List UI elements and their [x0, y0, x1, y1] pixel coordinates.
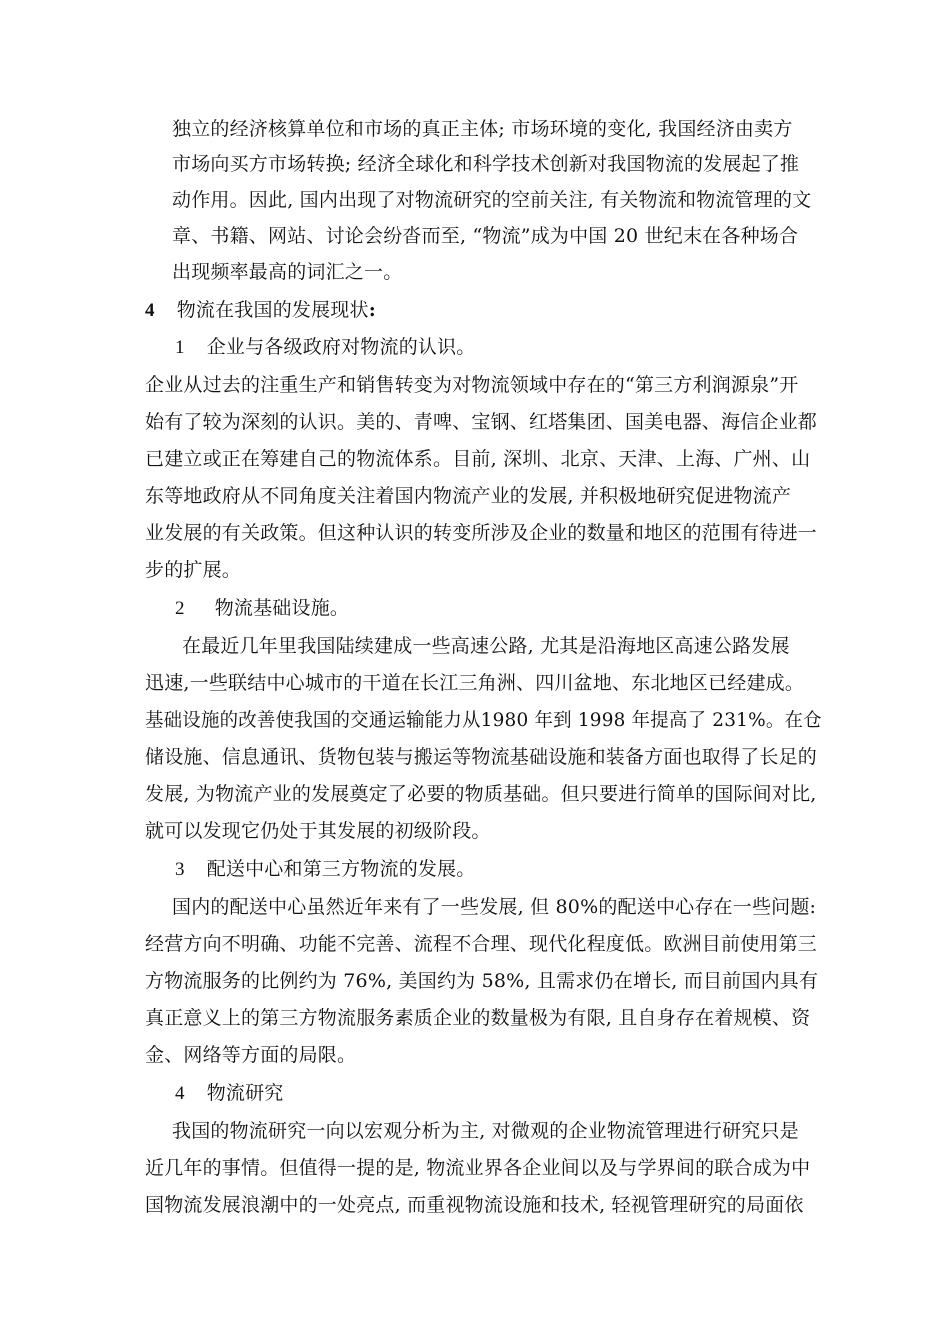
subsection-2-heading: [175, 596, 349, 620]
subsection-1-line-6: 步的扩展。: [145, 559, 242, 581]
subsection-3-number: 3: [175, 859, 185, 880]
subsection-2-line-3: 基础设施的改善使我国的交通运输能力从1980 年到 1998 年提高了 231%。在仓: [145, 709, 822, 731]
subsection-3-title: 配送中心和第三方物流的发展。: [206, 858, 476, 880]
subsection-3-line-1: 国内的配送中心虽然近年来有了一些发展, 但 80%的配送中心存在一些问题:: [172, 896, 817, 918]
subsection-1-line-4: 东等地政府从不同角度关注着国内物流产业的发展, 并积极地研究促进物流产: [145, 485, 792, 507]
intro-line-2: 市场向买方市场转换; 经济全球化和科学技术创新对我国物流的发展起了推: [172, 153, 800, 175]
subsection-4-number: 4: [175, 1083, 185, 1104]
subsection-3-line-2: 经营方向不明确、功能不完善、流程不合理、现代化程度低。欧洲目前使用第三: [145, 933, 818, 955]
section-4-colon: :: [368, 299, 376, 321]
subsection-4-line-3: 国物流发展浪潮中的一处亮点, 而重视物流设施和技术, 轻视管理研究的局面依: [145, 1194, 804, 1216]
subsection-4-line-1: 我国的物流研究一向以宏观分析为主, 对微观的企业物流管理进行研究只是: [172, 1120, 799, 1142]
intro-line-4: 章、书籍、网站、讨论会纷沓而至, “物流”成为中国 20 世纪末在各种场合: [172, 225, 799, 247]
subsection-1-number: 1: [175, 337, 185, 358]
subsection-4-title: 物流研究: [206, 1082, 284, 1104]
subsection-1-line-5: 业发展的有关政策。但这种认识的转变所涉及企业的数量和地区的范围有待进一: [145, 522, 818, 544]
section-4-number: 4: [145, 300, 155, 321]
subsection-2-number: 2: [175, 598, 185, 619]
intro-line-3: 动作用。因此, 国内出现了对物流研究的空前关注, 有关物流和物流管理的文: [172, 189, 812, 211]
intro-line-1: 独立的经济核算单位和市场的真正主体; 市场环境的变化, 我国经济由卖方: [172, 118, 793, 140]
intro-line-5: 出现频率最高的词汇之一。: [172, 261, 403, 283]
subsection-2-line-4: 储设施、信息通讯、货物包装与搬运等物流基础设施和装备方面也取得了长足的: [145, 746, 818, 768]
subsection-1-title: 企业与各级政府对物流的认识。: [206, 336, 476, 358]
subsection-2-line-1: 在最近几年里我国陆续建成一些高速公路, 尤其是沿海地区高速公路发展: [182, 635, 790, 657]
section-4-title: 物流在我国的发展现状: [176, 299, 369, 321]
section-4-heading: [145, 298, 376, 322]
subsection-2-line-6: 就可以发现它仍处于其发展的初级阶段。: [145, 820, 491, 842]
subsection-3-line-4: 真正意义上的第三方物流服务素质企业的数量极为有限, 且自身存在着规模、资: [145, 1007, 811, 1029]
subsection-3-heading: [175, 857, 476, 881]
subsection-2-line-5: 发展, 为物流产业的发展奠定了必要的物质基础。但只要进行简单的国际间对比,: [145, 783, 817, 805]
subsection-4-line-2: 近几年的事情。但值得一提的是, 物流业界各企业间以及与学界间的联合成为中: [145, 1157, 811, 1179]
subsection-1-heading: [175, 335, 476, 359]
subsection-2-title: 物流基础设施。: [214, 597, 350, 619]
subsection-3-line-3: 方物流服务的比例约为 76%, 美国约为 58%, 且需求仍在增长, 而目前国内具有: [145, 970, 819, 992]
subsection-2-line-2: 迅速,一些联结中心城市的干道在长江三角洲、四川盆地、东北地区已经建成。: [145, 672, 805, 694]
subsection-1-line-3: 已建立或正在筹建自己的物流体系。目前, 深圳、北京、天津、上海、广州、山: [145, 448, 811, 470]
subsection-1-line-2: 始有了较为深刻的认识。美的、青啤、宝钢、红塔集团、国美电器、海信企业都: [145, 411, 818, 433]
subsection-3-line-5: 金、网络等方面的局限。: [145, 1044, 357, 1066]
subsection-1-line-1: 企业从过去的注重生产和销售转变为对物流领域中存在的“第三方利润源泉”开: [145, 374, 799, 396]
subsection-4-heading: [175, 1081, 284, 1105]
